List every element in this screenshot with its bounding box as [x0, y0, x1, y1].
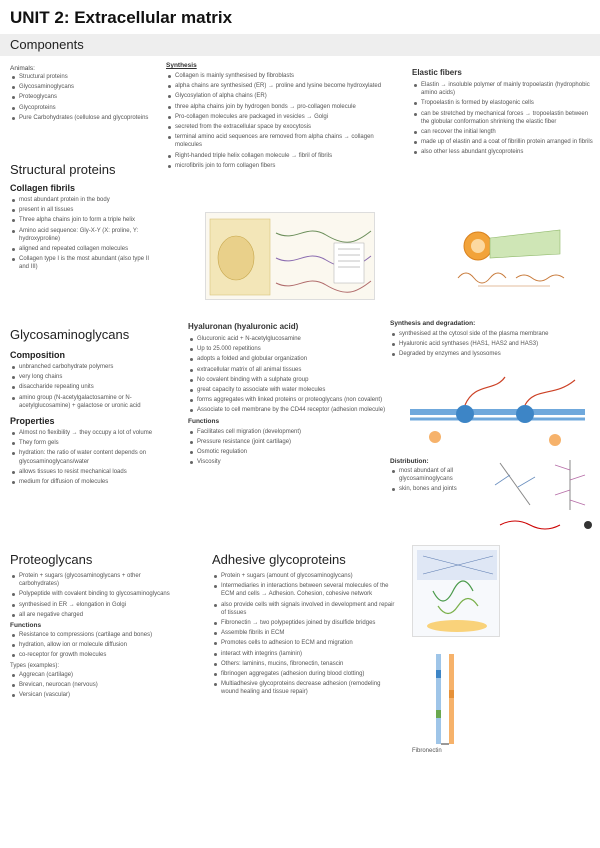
synth-deg-section — [390, 320, 596, 361]
elastic-list — [412, 81, 596, 157]
proteoglycans-functions-label: Functions — [10, 622, 42, 630]
list-item: Structural proteins — [10, 73, 158, 81]
list-item: Collagen is mainly synthesised by fibroblasts — [166, 72, 396, 80]
list-item: Glycoproteins — [10, 104, 158, 112]
list-item: Collagen type I is the most abundant (also type II and III) — [10, 255, 160, 271]
list-item: allows tissues to resist mechanical loads — [10, 468, 170, 476]
gag-section — [10, 327, 170, 488]
adhesive-section — [212, 552, 398, 699]
list-item: Fibronectin → two polypeptides joined by disulfide bridges — [212, 619, 398, 627]
list-item: Brevican, neurocan (nervous) — [10, 681, 170, 689]
list-item: Proteoglycans — [10, 93, 158, 101]
list-item: fibrinogen aggregates (adhesion during blood clotting) — [212, 670, 398, 678]
list-item: amino group (N-acetylgalactosamine or N-acetylglucosamine) + galactose or uronic acid — [10, 394, 170, 410]
list-item: co-receptor for growth molecules — [10, 651, 170, 659]
fibronectin-caption: Fibronectin — [412, 748, 442, 754]
list-item: Pure Carbohydrates (cellulose and glycoproteins — [10, 114, 158, 122]
elastic-heading: Elastic fibers — [412, 68, 462, 77]
properties-list — [10, 429, 170, 486]
ecm-network-diagram — [412, 545, 500, 637]
list-item: Intermediaries in interactions between several molecules of the ECM and cells → Adhesion. Cohesion, cohesive network — [212, 582, 398, 598]
list-item: Almost no flexibility → they occupy a lot of volume — [10, 429, 170, 437]
list-item: very long chains — [10, 373, 170, 381]
list-item: disaccharide repeating units — [10, 383, 170, 391]
list-item: microfibrils join to form collagen fibers — [166, 162, 396, 170]
list-item: aligned and repeated collagen molecules — [10, 245, 160, 253]
list-item: Degraded by enzymes and lysosomes — [390, 350, 596, 358]
composition-list — [10, 363, 170, 410]
list-item: made up of elastin and a coat of fibrillin protein arranged in fibrils — [412, 138, 596, 146]
list-item: secreted from the extracellular space by exocytosis — [166, 123, 396, 131]
membrane-diagram — [405, 372, 590, 452]
list-item: present in all tissues — [10, 206, 160, 214]
list-item: Assemble fibrils in ECM — [212, 629, 398, 637]
hyaluronan-heading: Hyaluronan (hyaluronic acid) — [188, 322, 299, 331]
proteoglycans-types-list — [10, 671, 170, 700]
list-item: Hyaluronic acid synthases (HAS1, HAS2 and HAS3) — [390, 340, 596, 348]
list-item: Elastin → insoluble polymer of mainly tropoelastin (hydrophobic amino acids) — [412, 81, 596, 97]
list-item: Osmotic regulation — [188, 448, 386, 456]
list-item: Pro-collagen molecules are packaged in vesicles → Golgi — [166, 113, 396, 121]
synthesis-list — [166, 72, 396, 170]
list-item: Protein + sugars (amount of glycosaminoglycans) — [212, 572, 398, 580]
hyaluronan-list — [188, 335, 386, 415]
list-item: medium for diffusion of molecules — [10, 478, 170, 486]
list-item: They form gels — [10, 439, 170, 447]
list-item: alpha chains are synthesised (ER) → proline and lysine become hydroxylated — [166, 82, 396, 90]
list-item: Glycosaminoglycans — [10, 83, 158, 91]
animals-section — [10, 64, 158, 124]
list-item: No covalent binding with a sulphate group — [188, 376, 386, 384]
list-item: Multiadhesive glycoproteins decrease adhesion (remodeling wound healing and tissue repair) — [212, 680, 398, 696]
page-title: UNIT 2: Extracellular matrix — [10, 8, 233, 27]
structural-heading: Structural proteins — [10, 162, 116, 177]
gag-heading: Glycosaminoglycans — [10, 327, 130, 342]
list-item: interact with integrins (laminin) — [212, 650, 398, 658]
distribution-label: Distribution: — [390, 458, 429, 465]
list-item: Right-handed triple helix collagen molecule → fibril of fibrils — [166, 152, 396, 160]
list-item: Viscosity — [188, 458, 386, 466]
adhesive-list — [212, 572, 398, 697]
distribution-section — [390, 458, 490, 496]
proteoglycans-list — [10, 572, 170, 619]
list-item: hydration: the ratio of water content depends on glycosaminoglycans/water — [10, 449, 170, 465]
properties-heading: Properties — [10, 416, 55, 427]
list-item: skin, bones and joints — [390, 485, 490, 493]
hyaluronan-section — [188, 322, 386, 468]
list-item: Associate to cell membrane by the CD44 receptor (adhesion molecule) — [188, 406, 386, 414]
collagen-figure — [206, 213, 376, 301]
proteoglycan-figure — [490, 455, 595, 537]
list-item: Glucuronic acid + N-acetylglucosamine — [188, 335, 386, 343]
proteoglycans-functions-list — [10, 631, 170, 660]
components-bar — [0, 34, 600, 56]
list-item: most abundant of all glycosaminoglycans — [390, 467, 490, 483]
components-heading: Components — [10, 37, 84, 52]
list-item: hydration, allow ion or molecule diffusion — [10, 641, 170, 649]
synthesis-label: Synthesis — [166, 62, 197, 69]
list-item: extracellular matrix of all animal tissues — [188, 366, 386, 374]
elastic-figure — [450, 228, 570, 298]
list-item: can be stretched by mechanical forces → tropoelastin between the globular conformation shrinking the elastic fiber — [412, 110, 596, 126]
synth-deg-label: Synthesis and degradation: — [390, 320, 476, 327]
list-item: unbranched carbohydrate polymers — [10, 363, 170, 371]
list-item: Facilitates cell migration (development) — [188, 428, 386, 436]
list-item: can recover the initial length — [412, 128, 596, 136]
list-item: Tropoelastin is formed by elastogenic cells — [412, 99, 596, 107]
list-item: three alpha chains join by hydrogen bonds → pro-collagen molecule — [166, 103, 396, 111]
list-item: Protein + sugars (glycosaminoglycans + other carbohydrates) — [10, 572, 170, 588]
hyaluronan-functions-label: Functions — [188, 417, 220, 425]
elastic-section — [412, 68, 596, 159]
list-item: synthesised at the cytosol side of the plasma membrane — [390, 330, 596, 338]
list-item: adopts a folded and globular organization — [188, 355, 386, 363]
collagen-diagram — [205, 212, 375, 300]
animals-label: Animals: — [10, 65, 35, 72]
hyaluronan-functions-list — [188, 428, 386, 467]
list-item: Promotes cells to adhesion to ECM and migration — [212, 639, 398, 647]
collagen-fibrils-heading: Collagen fibrils — [10, 183, 76, 193]
list-item: Up to 25.000 repetitions — [188, 345, 386, 353]
proteoglycans-heading: Proteoglycans — [10, 552, 93, 567]
list-item: Three alpha chains join to form a triple helix — [10, 216, 160, 224]
fibronectin-figure — [414, 650, 474, 750]
list-item: great capacity to associate with water molecules — [188, 386, 386, 394]
list-item: most abundant protein in the body — [10, 196, 160, 204]
list-item: Amino acid sequence: Gly-X-Y (X: proline, Y: hydroxyproline) — [10, 227, 160, 243]
structural-list — [10, 196, 160, 272]
list-item: Pressure resistance (joint cartilage) — [188, 438, 386, 446]
ecm-network-figure — [413, 546, 501, 638]
membrane-figure — [405, 372, 590, 452]
structural-section — [10, 162, 160, 274]
proteoglycans-types-label: Types (examples): — [10, 662, 60, 669]
list-item: Versican (vascular) — [10, 691, 170, 699]
list-item: forms aggregates with linked proteins or proteoglycans (non covalent) — [188, 396, 386, 404]
list-item: synthesised in ER → elongation in Golgi — [10, 601, 170, 609]
composition-heading: Composition — [10, 350, 65, 360]
proteoglycan-diagram — [490, 455, 595, 537]
synth-deg-list — [390, 330, 596, 359]
list-item: Polypeptide with covalent binding to glycosaminoglycans — [10, 590, 170, 598]
adhesive-heading: Adhesive glycoproteins — [212, 552, 346, 567]
distribution-list — [390, 467, 490, 494]
fibronectin-diagram — [414, 650, 474, 750]
list-item: all are negative charged — [10, 611, 170, 619]
list-item: terminal amino acid sequences are removed from alpha chains → collagen molecules — [166, 133, 396, 149]
list-item: Others: laminins, mucins, fibronectin, tenascin — [212, 660, 398, 668]
proteoglycans-section — [10, 552, 170, 701]
list-item: also other less abundant glycoproteins — [412, 148, 596, 156]
list-item: also provide cells with signals involved in development and repair of tissues — [212, 601, 398, 617]
synthesis-section — [166, 62, 396, 172]
elastic-diagram — [450, 228, 570, 298]
list-item: Aggrecan (cartilage) — [10, 671, 170, 679]
list-item: Resistance to compressions (cartilage and bones) — [10, 631, 170, 639]
list-item: Glycosylation of alpha chains (ER) — [166, 92, 396, 100]
animals-list — [10, 73, 158, 122]
